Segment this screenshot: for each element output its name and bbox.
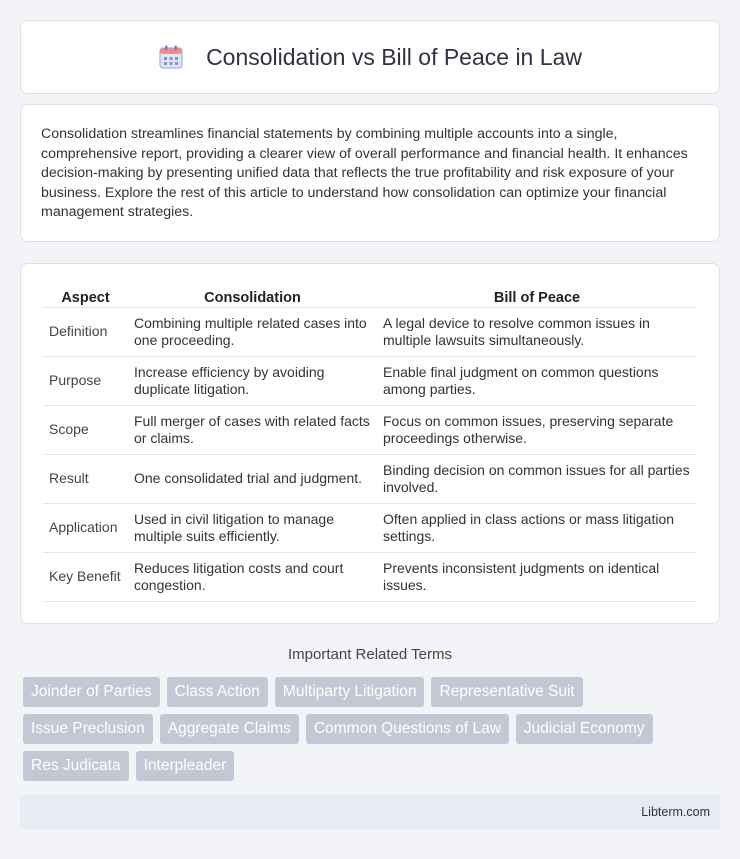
related-term-tag[interactable]: Aggregate Claims bbox=[160, 714, 299, 744]
row-aspect: Application bbox=[43, 504, 128, 553]
related-term-tag[interactable]: Multiparty Litigation bbox=[275, 677, 425, 707]
related-term-tag[interactable]: Interpleader bbox=[136, 751, 235, 781]
row-bill-of-peace: Often applied in class actions or mass litigation settings. bbox=[377, 504, 697, 553]
related-term-tag[interactable]: Representative Suit bbox=[431, 677, 582, 707]
row-consolidation: Used in civil litigation to manage multiple suits efficiently. bbox=[128, 504, 377, 553]
related-terms-title: Important Related Terms bbox=[288, 646, 452, 663]
row-bill-of-peace: Prevents inconsistent judgments on identical issues. bbox=[377, 553, 697, 602]
related-term-tag[interactable]: Res Judicata bbox=[23, 751, 129, 781]
related-term-tag[interactable]: Common Questions of Law bbox=[306, 714, 509, 744]
table-row bbox=[43, 553, 697, 602]
title-card bbox=[20, 20, 720, 94]
header-aspect: Aspect bbox=[43, 286, 128, 308]
row-aspect: Definition bbox=[43, 308, 128, 357]
row-aspect: Scope bbox=[43, 406, 128, 455]
row-consolidation: Increase efficiency by avoiding duplicate litigation. bbox=[128, 357, 377, 406]
table-header-row bbox=[43, 286, 697, 308]
table-row bbox=[43, 504, 697, 553]
related-term-tag[interactable]: Joinder of Parties bbox=[23, 677, 160, 707]
header-consolidation: Consolidation bbox=[128, 286, 377, 308]
table-row bbox=[43, 455, 697, 504]
footer bbox=[20, 795, 720, 829]
intro-card bbox=[20, 104, 720, 242]
row-aspect: Key Benefit bbox=[43, 553, 128, 602]
row-consolidation: Full merger of cases with related facts or claims. bbox=[128, 406, 377, 455]
row-bill-of-peace: Enable final judgment on common questions among parties. bbox=[377, 357, 697, 406]
footer-site-link[interactable]: Libterm.com bbox=[641, 805, 710, 819]
row-consolidation: One consolidated trial and judgment. bbox=[128, 455, 377, 504]
table-row bbox=[43, 308, 697, 357]
row-consolidation: Combining multiple related cases into one proceeding. bbox=[128, 308, 377, 357]
comparison-card bbox=[20, 263, 720, 624]
page-title: Consolidation vs Bill of Peace in Law bbox=[206, 43, 582, 70]
related-term-tag[interactable]: Judicial Economy bbox=[516, 714, 653, 744]
row-consolidation: Reduces litigation costs and court congestion. bbox=[128, 553, 377, 602]
row-bill-of-peace: A legal device to resolve common issues in multiple lawsuits simultaneously. bbox=[377, 308, 697, 357]
row-aspect: Result bbox=[43, 455, 128, 504]
calendar-icon bbox=[158, 44, 184, 70]
related-terms-list bbox=[23, 677, 713, 788]
row-bill-of-peace: Binding decision on common issues for all parties involved. bbox=[377, 455, 697, 504]
related-term-tag[interactable]: Class Action bbox=[167, 677, 268, 707]
intro-paragraph: Consolidation streamlines financial statements by combining multiple accounts into a single, comprehensive report, providing a clearer view of overall performance and financial health. It enhances decision-making by presenting unified data that reflects the true profitability and risk exposure of your business. Explore the rest of this article to understand how consolidation can optimize your financial management strategies. bbox=[41, 126, 688, 220]
comparison-table bbox=[43, 286, 697, 602]
table-row bbox=[43, 406, 697, 455]
row-aspect: Purpose bbox=[43, 357, 128, 406]
header-bill-of-peace: Bill of Peace bbox=[377, 286, 697, 308]
table-row bbox=[43, 357, 697, 406]
related-term-tag[interactable]: Issue Preclusion bbox=[23, 714, 153, 744]
row-bill-of-peace: Focus on common issues, preserving separate proceedings otherwise. bbox=[377, 406, 697, 455]
